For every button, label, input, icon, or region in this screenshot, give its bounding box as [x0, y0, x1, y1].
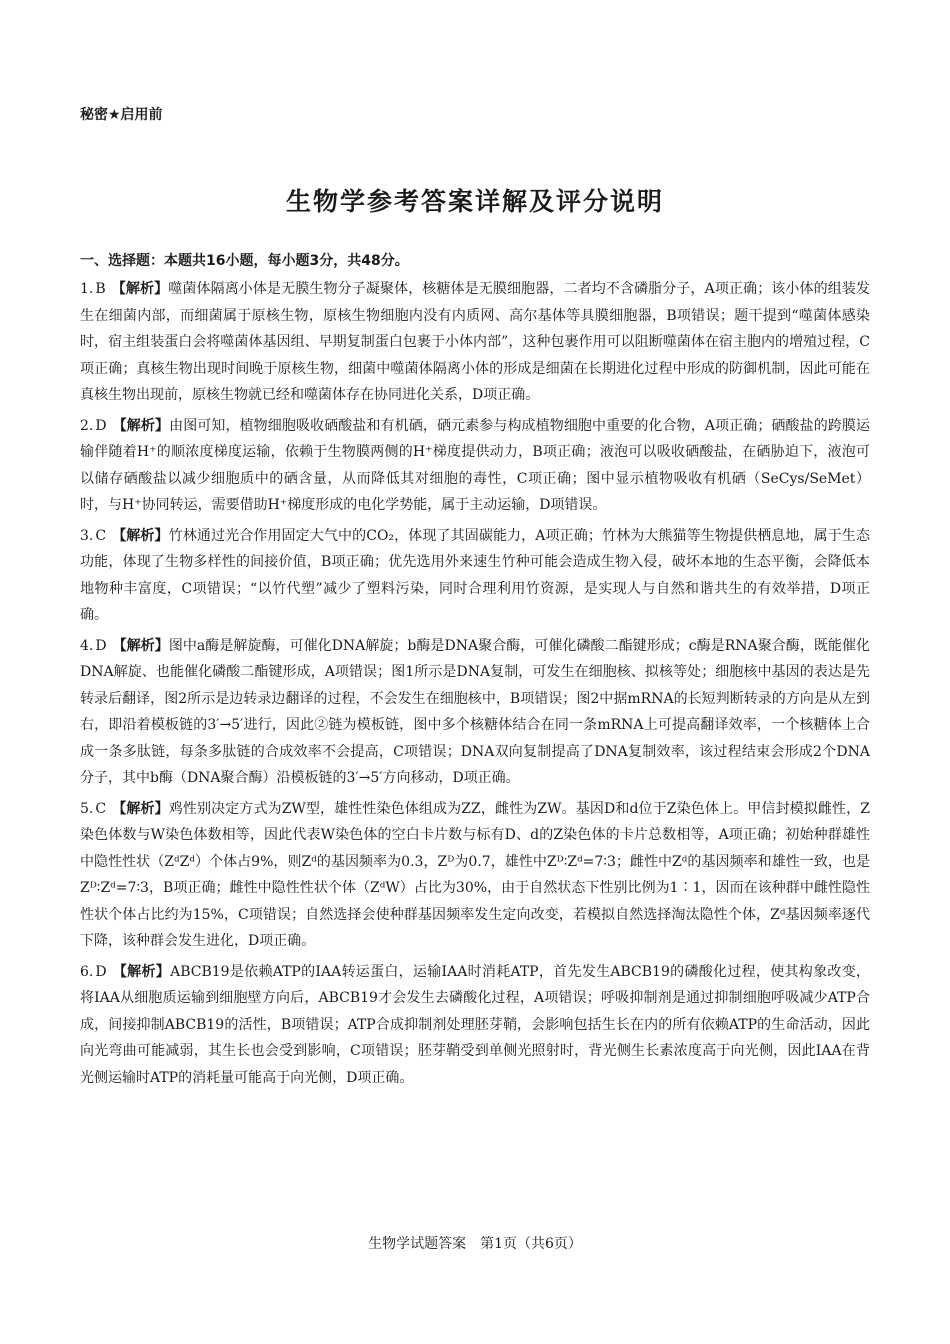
item-number: 2.: [80, 417, 94, 434]
item-text: 噬菌体隔离小体是无膜生物分子凝聚体，核糖体是无膜细胞器，二者均不含磷脂分子，A项正确；该小体的组装发生在细菌内部，而细菌属于原核生物，原核生物细胞内没有内质网、高尔基体等具膜细胞器，B项错误；题干提到“噬菌体感染时，宿主组装蛋白会将噬菌体基因组、早期复制蛋白包裹于小体内部”，这种包裹作用可以阻断噬菌体在宿主胞内的增殖过程，C项正确；真核生物出现时间晚于原核生物，细菌中噬菌体隔离小体的形成是细菌在长期进化过程中形成的防御机制，因此可能在真核生物出现前，原核生物就已经和噬菌体存在协同进化关系，D项正确。: [80, 281, 870, 403]
page-footer: 生物学试题答案 第1页（共6页）: [368, 1236, 582, 1252]
analysis-tag: 【解析】: [112, 417, 170, 434]
secret-label: 秘密★启用前: [80, 107, 163, 123]
answer-item-4: [80, 633, 870, 792]
page-title: 生物学参考答案详解及评分说明: [285, 187, 664, 216]
analysis-tag: 【解析】: [111, 281, 169, 297]
item-number: 3.: [80, 527, 94, 544]
item-text: 图中a酶是解旋酶，可催化DNA解旋；b酶是DNA聚合酶，可催化磷酸二酯键形成；c酶是RNA聚合酶，既能催化DNA解旋、也能催化磷酸二酯键形成，A项错误；图1所示是DNA复制，可发生在细胞核、拟核等处；细胞核中基因的表达是先转录后翻译，图2所示是边转录边翻译的过程，不会发生在细胞核中，B项错误；图2中据mRNA的长短判断转录的方向是从左到右，即沿着模板链的3′→5′进行，因此②链为模板链，图中多个核糖体结合在同一条mRNA上可提高翻译效率，一个核糖体上合成一条多肽链，每条多肽链的合成效率不会提高，C项错误；DNA双向复制提高了DNA复制效率，该过程结束会形成2个DNA分子，其中b酶（DNA聚合酶）沿模板链的3′→5′方向移动，D项正确。: [80, 637, 871, 786]
answer-item-3: [80, 523, 870, 629]
answer-item-5: [80, 796, 870, 955]
answer-item-6: [80, 959, 870, 1092]
section-heading: 一、选择题：本题共16小题，每小题3分，共48分。: [80, 253, 409, 269]
answer-content: [80, 250, 870, 1095]
item-answer: D: [95, 417, 107, 434]
analysis-tag: 【解析】: [112, 527, 169, 544]
item-answer: C: [95, 527, 107, 544]
answer-item-2: [80, 413, 870, 519]
item-answer: D: [95, 963, 107, 980]
analysis-tag: 【解析】: [112, 800, 169, 817]
answer-item-1: [80, 276, 870, 409]
item-text: 鸡性别决定方式为ZW型，雄性性染色体组成为ZZ，雌性为ZW。基因D和d位于Z染色体上。甲信封模拟雌性，Z染色体数与W染色体数相等，因此代表W染色体的空白卡片数与标有D、d的Z染色体的卡片总数相等，A项正确；初始种群雄性中隐性性状（ZᵈZᵈ）个体占9%，则Zᵈ的基因频率为0.3，Zᴰ为0.7，雄性中Zᴰ∶Zᵈ=7∶3；雌性中Zᵈ的基因频率和雄性一致，也是Zᴰ∶Zᵈ=7∶3，B项正确；雌性中隐性性状个体（ZᵈW）占比为30%，由于自然状态下性别比例为1∶1，因而在该种群中雌性隐性性状个体占比约为15%，C项错误；自然选择会使种群基因频率发生定向改变，若模拟自然选择淘汰隐性个体，Zᵈ基因频率逐代下降，该种群会发生进化，D项正确。: [80, 800, 870, 949]
item-number: 6.: [80, 963, 94, 980]
item-text: ABCB19是依赖ATP的IAA转运蛋白，运输IAA时消耗ATP，首先发生ABCB19的磷酸化过程，使其构象改变，将IAA从细胞质运输到细胞壁方向后，ABCB19才会发生去磷酸化过程，A项错误；呼吸抑制剂是通过抑制细胞呼吸减少ATP合成，间接抑制ABCB19的活性，B项错误；ATP合成抑制剂处理胚芽鞘，会影响包括生长在内的所有依赖ATP的生命活动，因此向光弯曲可能减弱，其生长也会受到影响，C项错误；胚芽鞘受到单侧光照射时，背光侧生长素浓度高于向光侧，因此IAA在背光侧运输时ATP的消耗量可能高于向光侧，D项正确。: [80, 963, 870, 1086]
item-answer: D: [95, 637, 107, 654]
item-number: 5.: [80, 800, 94, 817]
analysis-tag: 【解析】: [112, 963, 171, 980]
item-answer: C: [95, 800, 107, 817]
item-text: 竹林通过光合作用固定大气中的CO₂，体现了其固碳能力，A项正确；竹林为大熊猫等生物提供栖息地，属于生态功能，体现了生物多样性的间接价值，B项正确；优先选用外来速生竹种可能会造成生物入侵，破坏本地的生态平衡，会降低本地物种丰富度，C项错误；“以竹代塑”减少了塑料污染，同时合理利用竹资源，是实现人与自然和谐共生的有效举措，D项正确。: [80, 527, 870, 623]
item-text: 由图可知，植物细胞吸收硒酸盐和有机硒，硒元素参与构成植物细胞中重要的化合物，A项正确；硒酸盐的跨膜运输伴随着H⁺的顺浓度梯度运输，依赖于生物膜两侧的H⁺梯度提供动力，B项正确；液泡可以吸收硒酸盐，在硒胁迫下，液泡可以储存硒酸盐以减少细胞质中的硒含量，从而降低其对细胞的毒性，C项正确；图中显示植物吸收有机硒（SeCys/SeMet）时，与H⁺协同转运，需要借助H⁺梯度形成的电化学势能，属于主动运输，D项错误。: [80, 417, 871, 513]
item-number: 4.: [80, 637, 94, 654]
item-answer: B: [95, 281, 106, 297]
item-number: 1.: [80, 281, 94, 297]
analysis-tag: 【解析】: [112, 637, 169, 654]
